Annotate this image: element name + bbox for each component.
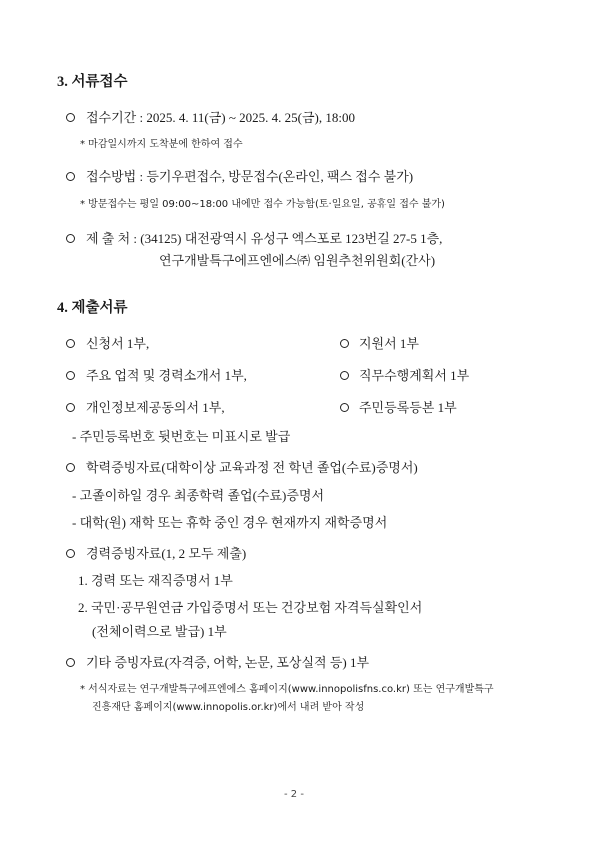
- career-subitem-2: 2. 국민·공무원연금 가입증명서 또는 건강보험 자격득실확인서: [78, 600, 423, 615]
- other-note-2: 진흥재단 홈페이지(www.innopolis.or.kr)에서 내려 받아 작성: [92, 702, 365, 713]
- doc-grid-left-3: 개인정보제공동의서 1부,: [86, 400, 225, 415]
- period-note: * 마감일시까지 도착분에 한하여 접수: [80, 139, 243, 150]
- bullet-circle-icon: [66, 463, 75, 472]
- bullet-circle-icon: [340, 403, 349, 412]
- method-value: 등기우편접수, 방문접수(온라인, 팩스 접수 불가): [146, 169, 414, 184]
- method-row: [86, 166, 413, 185]
- doc-grid-left-1: 신청서 1부,: [86, 336, 150, 351]
- bullet-circle-icon: [66, 371, 75, 380]
- bullet-circle-icon: [66, 113, 75, 122]
- bullet-circle-icon: [66, 658, 75, 667]
- edu-note-2: - 대학(원) 재학 또는 휴학 중인 경우 현재까지 재학증명서: [72, 515, 388, 530]
- bullet-circle-icon: [340, 371, 349, 380]
- doc-grid-left-2: 주요 업적 및 경력소개서 1부,: [86, 368, 247, 383]
- method-note: * 방문접수는 평일 09:00~18:00 내에만 접수 가능함(토·일요일, 공휴일 접수 불가): [80, 199, 445, 210]
- method-label: 접수방법 :: [86, 169, 147, 184]
- place-label: 제 출 처 :: [86, 231, 141, 246]
- doc-grid-right-1: 지원서 1부: [359, 336, 419, 351]
- edu-note-1: - 고졸이하일 경우 최종학력 졸업(수료)증명서: [72, 488, 325, 503]
- career-item: 경력증빙자료(1, 2 모두 제출): [86, 546, 247, 561]
- section-3-heading: 3. 서류접수: [57, 74, 128, 90]
- period-label: 접수기간 :: [86, 110, 147, 125]
- career-subitem-2-cont: (전체이력으로 발급) 1부: [92, 624, 227, 639]
- edu-item: 학력증빙자료(대학이상 교육과정 전 학년 졸업(수료)증명서): [86, 460, 418, 475]
- bullet-circle-icon: [66, 403, 75, 412]
- bullet-circle-icon: [66, 234, 75, 243]
- other-item: 기타 증빙자료(자격증, 어학, 논문, 포상실적 등) 1부: [86, 655, 370, 670]
- place-line2: 연구개발특구에프엔에스㈜ 임원추천위원회(간사): [159, 253, 436, 268]
- section-4-heading: 4. 제출서류: [57, 300, 128, 316]
- resident-note: - 주민등록번호 뒷번호는 미표시로 발급: [72, 429, 291, 444]
- place-line1: (34125) 대전광역시 유성구 엑스포로 123번길 27-5 1층,: [140, 231, 443, 246]
- career-subitem-1: 1. 경력 또는 재직증명서 1부: [78, 573, 233, 588]
- place-row: [86, 228, 442, 247]
- bullet-circle-icon: [66, 339, 75, 348]
- bullet-circle-icon: [66, 172, 75, 181]
- bullet-circle-icon: [66, 549, 75, 558]
- page-number: - 2 -: [284, 789, 304, 800]
- other-note-1: * 서식자료는 연구개발특구에프엔에스 홈페이지(www.innopolisfns.co.kr) 또는 연구개발특구: [80, 684, 494, 695]
- bullet-circle-icon: [340, 339, 349, 348]
- doc-grid-right-2: 직무수행계획서 1부: [359, 368, 470, 383]
- period-value: 2025. 4. 11(금) ~ 2025. 4. 25(금), 18:00: [146, 110, 355, 125]
- period-row: [86, 107, 355, 126]
- doc-grid-right-3: 주민등록등본 1부: [359, 400, 457, 415]
